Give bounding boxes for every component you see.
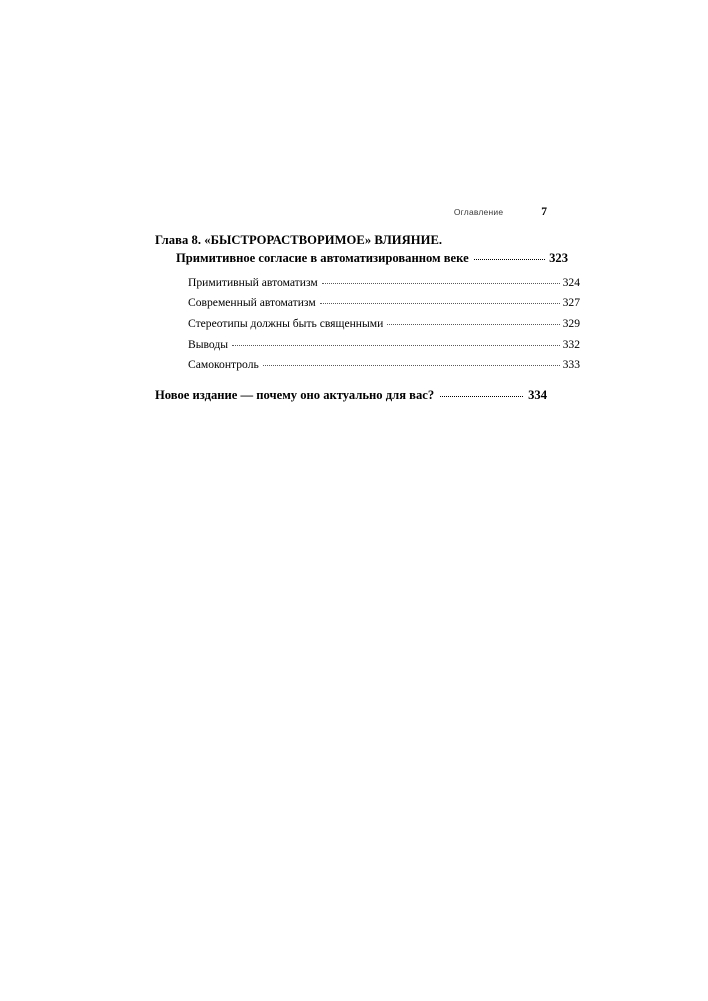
leader-dots [263, 364, 560, 366]
toc-entry-1 [155, 297, 580, 309]
leader-dots [322, 282, 560, 284]
toc-entry-page: 329 [562, 316, 580, 330]
table-of-contents [155, 206, 580, 403]
toc-entry-title: Современный автоматизм [188, 296, 316, 310]
toc-entry-title: Стереотипы должны быть священными [188, 316, 384, 330]
toc-entry-4 [155, 359, 580, 371]
toc-final-entry-page: 334 [528, 387, 547, 402]
leader-dots [474, 258, 545, 260]
running-head-label: Оглавление [453, 207, 504, 217]
running-head [155, 206, 548, 218]
toc-entry-page: 332 [562, 337, 580, 351]
toc-entry-page: 324 [562, 275, 580, 289]
running-head-page-number: 7 [541, 206, 547, 218]
leader-dots [320, 302, 560, 304]
toc-entry-3 [155, 339, 580, 351]
toc-chapter-title-line2-row [155, 250, 568, 267]
toc-entry-page: 327 [562, 296, 580, 310]
leader-dots [232, 344, 560, 346]
toc-chapter-title-line1: Глава 8. «БЫСТРОРАСТВОРИМОЕ» ВЛИЯНИЕ. [155, 233, 443, 247]
toc-chapter-title-line2: Примитивное согласие в автоматизированном веке [176, 251, 469, 266]
leader-dots [387, 323, 559, 325]
toc-entry-page: 333 [562, 358, 580, 372]
toc-entry-2 [155, 318, 580, 330]
toc-entry-0 [155, 277, 580, 289]
toc-entry-title: Выводы [188, 337, 229, 351]
toc-entry-title: Самоконтроль [188, 358, 259, 372]
leader-dots [440, 395, 523, 397]
toc-final-entry-title: Новое издание — почему оно актуально для вас? [155, 387, 435, 402]
toc-final-entry [155, 388, 547, 403]
toc-chapter-entry [155, 232, 568, 268]
toc-entry-title: Примитивный автоматизм [188, 275, 318, 289]
toc-chapter-page: 323 [549, 251, 568, 266]
